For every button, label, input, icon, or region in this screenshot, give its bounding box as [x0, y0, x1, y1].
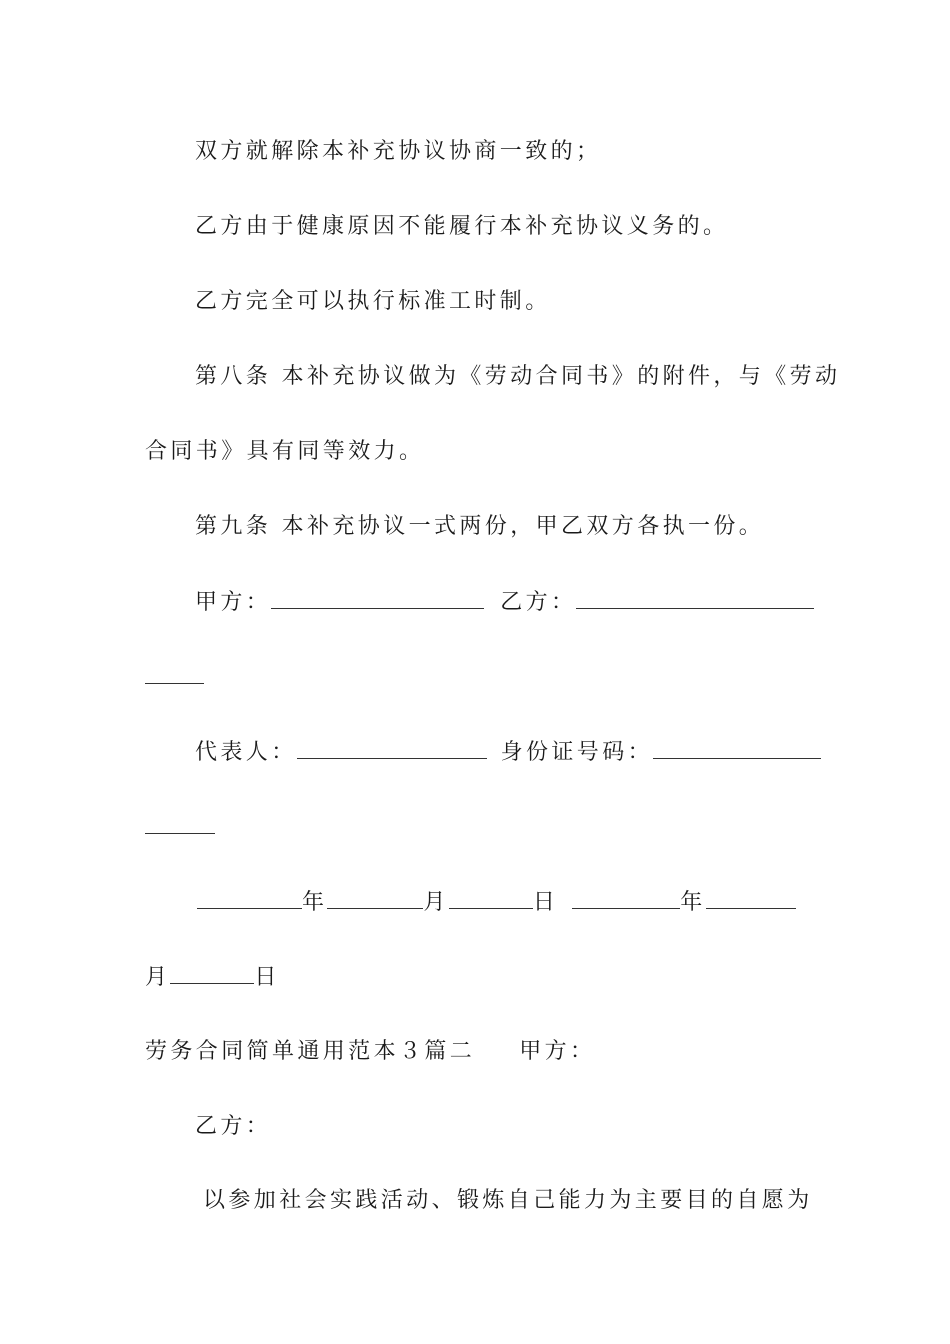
article-nine-line: 第九条 本补充协议一式两份，甲乙双方各执一份。	[195, 514, 765, 539]
party-b-blank[interactable]	[576, 587, 814, 609]
article-eight-line-1: 第八条 本补充协议做为《劳动合同书》的附件，与《劳动	[195, 364, 841, 389]
clause-line-standard-hours: 乙方完全可以执行标准工时制。	[195, 289, 551, 314]
party-a-year-blank[interactable]	[197, 887, 302, 909]
party-b-label: 乙方：	[500, 590, 577, 615]
signature-representative-row	[195, 737, 821, 768]
section-two-party-a-label: 甲方：	[519, 1039, 596, 1064]
party-b-day-blank[interactable]	[170, 962, 254, 984]
party-a-month-blank[interactable]	[327, 887, 423, 909]
day-label-2: 日	[254, 965, 280, 990]
party-b-year-blank[interactable]	[572, 887, 680, 909]
representative-label: 代表人：	[195, 740, 297, 765]
representative-blank[interactable]	[297, 737, 487, 759]
article-eight-line-2: 合同书》具有同等效力。	[145, 439, 425, 464]
signature-date-row	[197, 887, 796, 918]
party-b-blank-continuation-row	[145, 662, 204, 693]
party-a-blank[interactable]	[271, 587, 484, 609]
signature-parties-row	[195, 587, 814, 618]
id-number-blank[interactable]	[653, 737, 821, 759]
section-two-title: 劳务合同简单通用范本３篇二	[145, 1039, 476, 1064]
month-label: 月	[423, 890, 449, 915]
year-label-2: 年	[680, 890, 706, 915]
month-label-2: 月	[145, 965, 171, 990]
signature-date-continuation-row	[145, 962, 280, 993]
section-two-party-b-label: 乙方：	[195, 1114, 272, 1139]
party-a-day-blank[interactable]	[449, 887, 533, 909]
clause-line-health-reason: 乙方由于健康原因不能履行本补充协议义务的。	[195, 214, 729, 239]
id-number-label: 身份证号码：	[500, 740, 654, 765]
id-number-blank-continued[interactable]	[145, 812, 215, 834]
year-label: 年	[302, 890, 328, 915]
party-b-blank-continued[interactable]	[145, 662, 204, 684]
section-two-heading-row	[145, 1037, 595, 1067]
id-number-blank-continuation-row	[145, 812, 215, 843]
day-label: 日	[532, 890, 559, 915]
party-a-label: 甲方：	[195, 590, 272, 615]
section-two-intro-text: 以参加社会实践活动、锻炼自己能力为主要目的自愿为	[203, 1188, 813, 1213]
party-b-month-blank[interactable]	[706, 887, 796, 909]
clause-line-termination-agreement: 双方就解除本补充协议协商一致的；	[195, 139, 602, 164]
